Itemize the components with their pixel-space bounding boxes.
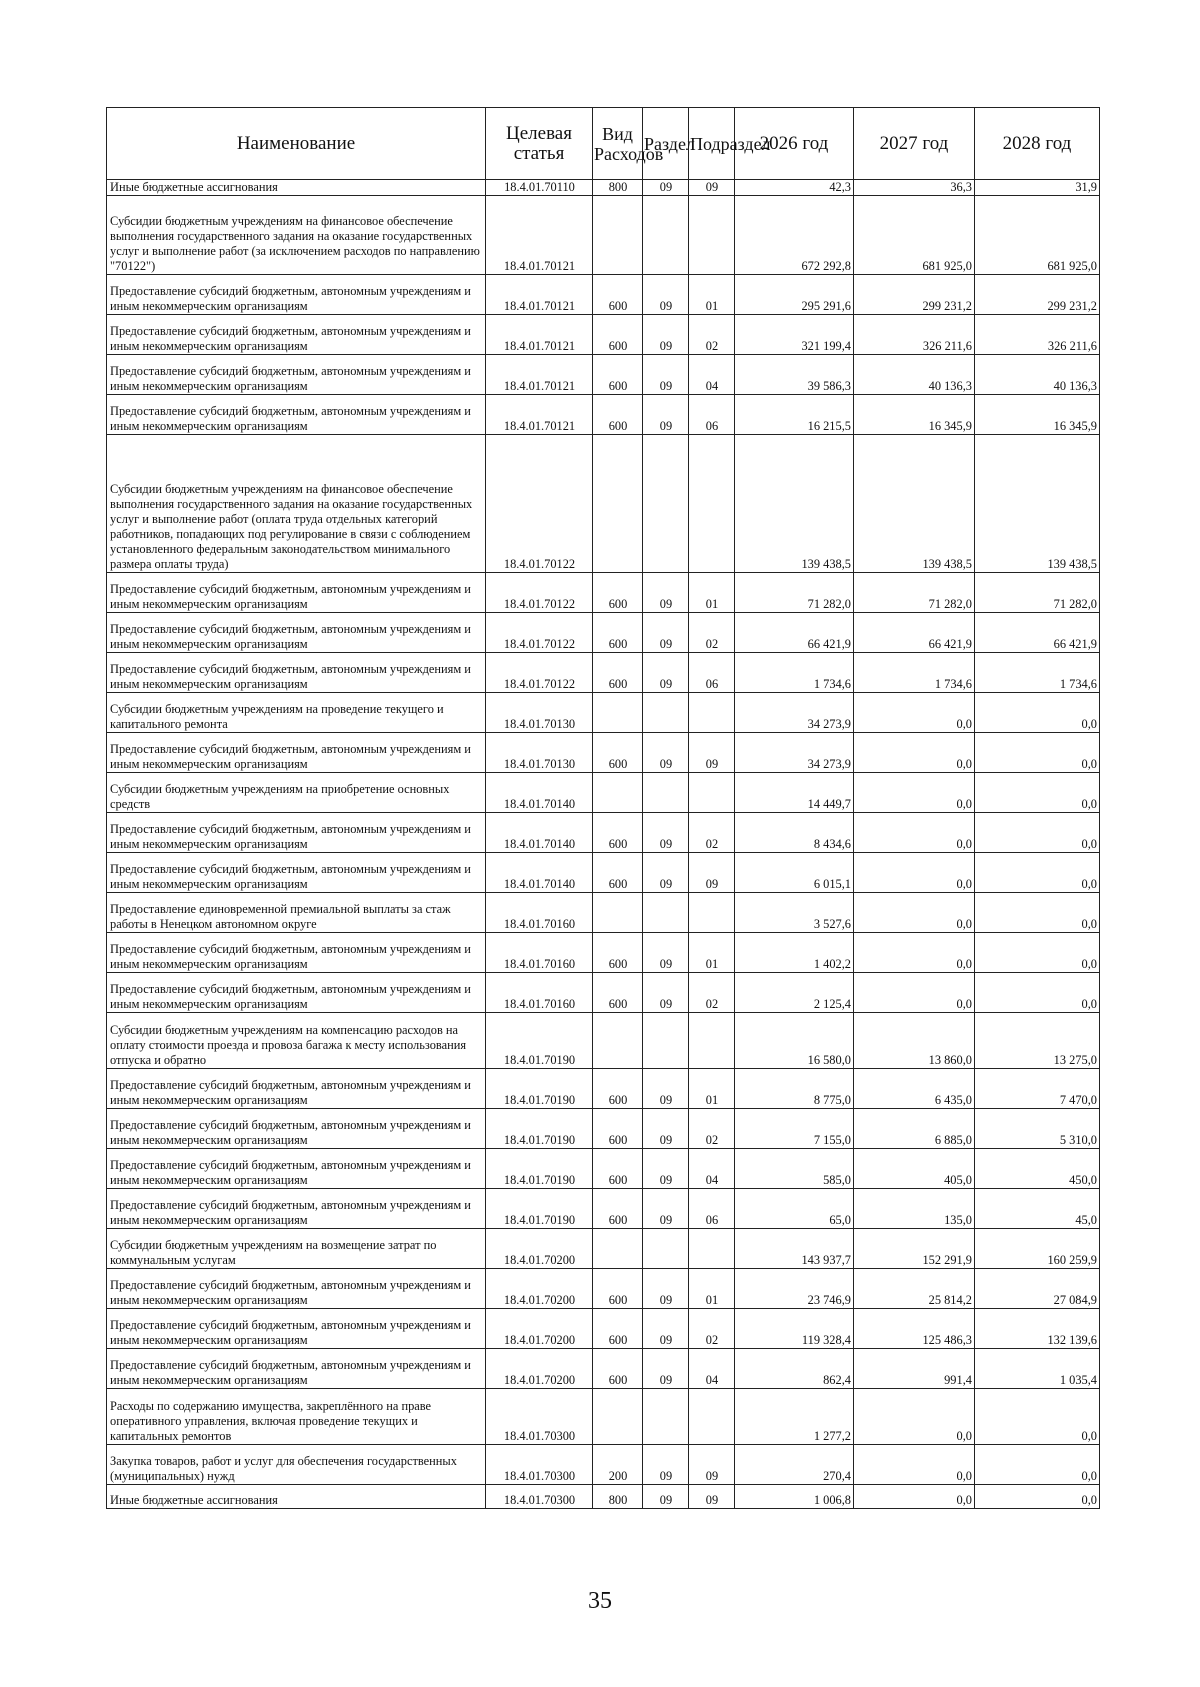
row-subsection	[689, 773, 735, 813]
row-expense-kind: 800	[593, 180, 643, 196]
row-section	[643, 693, 689, 733]
row-section: 09	[643, 1069, 689, 1109]
table-row	[107, 1269, 1100, 1309]
row-subsection	[689, 693, 735, 733]
row-value-2028: 0,0	[975, 853, 1100, 893]
row-value-2026: 672 292,8	[735, 196, 854, 275]
header-year-2026: 2026 год	[735, 108, 854, 180]
table-row	[107, 933, 1100, 973]
row-subsection	[689, 893, 735, 933]
row-value-2028: 0,0	[975, 813, 1100, 853]
row-subsection	[689, 1013, 735, 1069]
row-target-article: 18.4.01.70190	[486, 1149, 593, 1189]
row-target-article: 18.4.01.70121	[486, 275, 593, 315]
row-section: 09	[643, 933, 689, 973]
row-value-2027: 0,0	[854, 853, 975, 893]
row-expense-kind	[593, 1013, 643, 1069]
table-row	[107, 853, 1100, 893]
row-value-2028: 27 084,9	[975, 1269, 1100, 1309]
row-value-2026: 71 282,0	[735, 573, 854, 613]
row-name: Субсидии бюджетным учреждениям на финансовое обеспечение выполнения государственного задания на оказание государственных услуг и выполнение работ (за исключением расходов по направлению "70122")	[107, 196, 486, 275]
row-expense-kind: 600	[593, 573, 643, 613]
row-value-2027: 405,0	[854, 1149, 975, 1189]
row-value-2028: 0,0	[975, 1389, 1100, 1445]
row-target-article: 18.4.01.70121	[486, 315, 593, 355]
row-value-2027: 16 345,9	[854, 395, 975, 435]
row-value-2028: 0,0	[975, 693, 1100, 733]
table-row	[107, 573, 1100, 613]
row-subsection: 01	[689, 275, 735, 315]
row-value-2026: 270,4	[735, 1445, 854, 1485]
row-value-2027: 13 860,0	[854, 1013, 975, 1069]
row-expense-kind: 600	[593, 1269, 643, 1309]
row-section: 09	[643, 180, 689, 196]
row-value-2028: 31,9	[975, 180, 1100, 196]
table-row	[107, 435, 1100, 573]
row-value-2028: 66 421,9	[975, 613, 1100, 653]
row-value-2028: 7 470,0	[975, 1069, 1100, 1109]
table-row	[107, 893, 1100, 933]
row-section: 09	[643, 355, 689, 395]
row-name: Расходы по содержанию имущества, закреплённого на праве оперативного управления, включая проведение текущих и капитальных ремонтов	[107, 1389, 486, 1445]
row-target-article: 18.4.01.70190	[486, 1109, 593, 1149]
row-expense-kind: 600	[593, 613, 643, 653]
row-target-article: 18.4.01.70140	[486, 773, 593, 813]
row-value-2027: 299 231,2	[854, 275, 975, 315]
row-section: 09	[643, 1109, 689, 1149]
row-target-article: 18.4.01.70140	[486, 853, 593, 893]
table-row	[107, 1485, 1100, 1509]
row-value-2027: 326 211,6	[854, 315, 975, 355]
row-value-2028: 0,0	[975, 973, 1100, 1013]
row-value-2026: 295 291,6	[735, 275, 854, 315]
row-target-article: 18.4.01.70300	[486, 1485, 593, 1509]
row-value-2026: 8 434,6	[735, 813, 854, 853]
row-value-2026: 6 015,1	[735, 853, 854, 893]
header-year-2027: 2027 год	[854, 108, 975, 180]
row-section: 09	[643, 813, 689, 853]
row-subsection: 01	[689, 1069, 735, 1109]
row-expense-kind: 200	[593, 1445, 643, 1485]
table-row	[107, 693, 1100, 733]
row-expense-kind: 600	[593, 653, 643, 693]
table-row	[107, 1309, 1100, 1349]
table-row	[107, 196, 1100, 275]
row-value-2027: 0,0	[854, 1485, 975, 1509]
table-row	[107, 653, 1100, 693]
row-expense-kind: 600	[593, 355, 643, 395]
row-target-article: 18.4.01.70121	[486, 395, 593, 435]
row-value-2026: 1 734,6	[735, 653, 854, 693]
row-section: 09	[643, 613, 689, 653]
row-subsection: 09	[689, 1485, 735, 1509]
row-value-2026: 39 586,3	[735, 355, 854, 395]
row-value-2027: 0,0	[854, 813, 975, 853]
row-target-article: 18.4.01.70122	[486, 613, 593, 653]
row-target-article: 18.4.01.70160	[486, 933, 593, 973]
table-row	[107, 1189, 1100, 1229]
row-target-article: 18.4.01.70190	[486, 1069, 593, 1109]
row-target-article: 18.4.01.70200	[486, 1269, 593, 1309]
row-section: 09	[643, 1269, 689, 1309]
table-row	[107, 315, 1100, 355]
row-section: 09	[643, 1149, 689, 1189]
table-row	[107, 773, 1100, 813]
table-row	[107, 1149, 1100, 1189]
row-name: Субсидии бюджетным учреждениям на приобретение основных средств	[107, 773, 486, 813]
row-value-2028: 450,0	[975, 1149, 1100, 1189]
row-expense-kind	[593, 196, 643, 275]
row-target-article: 18.4.01.70121	[486, 355, 593, 395]
row-value-2028: 681 925,0	[975, 196, 1100, 275]
row-value-2028: 40 136,3	[975, 355, 1100, 395]
row-subsection: 02	[689, 1109, 735, 1149]
row-subsection: 01	[689, 1269, 735, 1309]
row-name: Субсидии бюджетным учреждениям на проведение текущего и капитального ремонта	[107, 693, 486, 733]
row-value-2026: 65,0	[735, 1189, 854, 1229]
row-name: Иные бюджетные ассигнования	[107, 180, 486, 196]
row-value-2028: 1 734,6	[975, 653, 1100, 693]
row-name: Предоставление субсидий бюджетным, автономным учреждениям и иным некоммерческим организациям	[107, 933, 486, 973]
row-name: Предоставление субсидий бюджетным, автономным учреждениям и иным некоммерческим организациям	[107, 613, 486, 653]
row-section: 09	[643, 1485, 689, 1509]
row-expense-kind: 600	[593, 853, 643, 893]
row-target-article: 18.4.01.70200	[486, 1309, 593, 1349]
row-subsection: 06	[689, 1189, 735, 1229]
row-value-2026: 3 527,6	[735, 893, 854, 933]
row-value-2028: 16 345,9	[975, 395, 1100, 435]
row-subsection: 02	[689, 973, 735, 1013]
row-value-2027: 71 282,0	[854, 573, 975, 613]
row-name: Предоставление субсидий бюджетным, автономным учреждениям и иным некоммерческим организациям	[107, 853, 486, 893]
row-subsection	[689, 1229, 735, 1269]
row-value-2028: 1 035,4	[975, 1349, 1100, 1389]
row-value-2027: 135,0	[854, 1189, 975, 1229]
row-value-2027: 66 421,9	[854, 613, 975, 653]
table-body	[107, 180, 1100, 1509]
row-section: 09	[643, 1445, 689, 1485]
header-expense-kind: Вид Расходов	[593, 108, 643, 180]
row-target-article: 18.4.01.70122	[486, 573, 593, 613]
row-target-article: 18.4.01.70160	[486, 893, 593, 933]
row-target-article: 18.4.01.70300	[486, 1389, 593, 1445]
row-section: 09	[643, 1349, 689, 1389]
row-value-2026: 139 438,5	[735, 435, 854, 573]
row-value-2026: 8 775,0	[735, 1069, 854, 1109]
row-value-2026: 143 937,7	[735, 1229, 854, 1269]
row-value-2028: 0,0	[975, 933, 1100, 973]
row-subsection: 04	[689, 1149, 735, 1189]
row-value-2026: 34 273,9	[735, 693, 854, 733]
row-section	[643, 1013, 689, 1069]
row-value-2026: 14 449,7	[735, 773, 854, 813]
row-section: 09	[643, 395, 689, 435]
row-target-article: 18.4.01.70122	[486, 435, 593, 573]
row-value-2026: 119 328,4	[735, 1309, 854, 1349]
row-name: Предоставление субсидий бюджетным, автономным учреждениям и иным некоммерческим организациям	[107, 1309, 486, 1349]
table-row	[107, 613, 1100, 653]
row-value-2026: 1 006,8	[735, 1485, 854, 1509]
row-section: 09	[643, 733, 689, 773]
row-expense-kind: 800	[593, 1485, 643, 1509]
row-value-2027: 0,0	[854, 1445, 975, 1485]
row-section: 09	[643, 275, 689, 315]
row-name: Предоставление субсидий бюджетным, автономным учреждениям и иным некоммерческим организациям	[107, 733, 486, 773]
row-value-2028: 160 259,9	[975, 1229, 1100, 1269]
row-value-2027: 125 486,3	[854, 1309, 975, 1349]
row-value-2027: 40 136,3	[854, 355, 975, 395]
row-target-article: 18.4.01.70122	[486, 653, 593, 693]
row-target-article: 18.4.01.70121	[486, 196, 593, 275]
row-value-2027: 0,0	[854, 973, 975, 1013]
row-section: 09	[643, 853, 689, 893]
row-value-2028: 0,0	[975, 893, 1100, 933]
row-value-2026: 321 199,4	[735, 315, 854, 355]
row-value-2026: 16 580,0	[735, 1013, 854, 1069]
row-section: 09	[643, 1189, 689, 1229]
row-subsection: 01	[689, 573, 735, 613]
row-subsection: 09	[689, 1445, 735, 1485]
table-row	[107, 275, 1100, 315]
row-target-article: 18.4.01.70110	[486, 180, 593, 196]
row-value-2028: 0,0	[975, 733, 1100, 773]
row-target-article: 18.4.01.70200	[486, 1229, 593, 1269]
row-value-2027: 681 925,0	[854, 196, 975, 275]
row-name: Предоставление субсидий бюджетным, автономным учреждениям и иным некоммерческим организациям	[107, 1189, 486, 1229]
row-section	[643, 196, 689, 275]
row-name: Предоставление субсидий бюджетным, автономным учреждениям и иным некоммерческим организациям	[107, 973, 486, 1013]
row-section	[643, 1229, 689, 1269]
header-target-article: Целевая статья	[486, 108, 593, 180]
row-value-2026: 585,0	[735, 1149, 854, 1189]
row-value-2027: 991,4	[854, 1349, 975, 1389]
row-name: Предоставление субсидий бюджетным, автономным учреждениям и иным некоммерческим организациям	[107, 1109, 486, 1149]
row-expense-kind	[593, 693, 643, 733]
row-section	[643, 435, 689, 573]
row-value-2027: 6 885,0	[854, 1109, 975, 1149]
table-row	[107, 1109, 1100, 1149]
table-row	[107, 733, 1100, 773]
row-expense-kind: 600	[593, 1069, 643, 1109]
row-value-2027: 0,0	[854, 1389, 975, 1445]
row-expense-kind: 600	[593, 973, 643, 1013]
row-name: Предоставление субсидий бюджетным, автономным учреждениям и иным некоммерческим организациям	[107, 653, 486, 693]
row-section	[643, 893, 689, 933]
row-value-2028: 45,0	[975, 1189, 1100, 1229]
row-value-2028: 0,0	[975, 773, 1100, 813]
row-name: Предоставление субсидий бюджетным, автономным учреждениям и иным некоммерческим организациям	[107, 1069, 486, 1109]
row-name: Предоставление субсидий бюджетным, автономным учреждениям и иным некоммерческим организациям	[107, 813, 486, 853]
row-value-2028: 13 275,0	[975, 1013, 1100, 1069]
row-value-2028: 0,0	[975, 1485, 1100, 1509]
row-name: Предоставление субсидий бюджетным, автономным учреждениям и иным некоммерческим организациям	[107, 1149, 486, 1189]
row-expense-kind: 600	[593, 275, 643, 315]
row-value-2028: 139 438,5	[975, 435, 1100, 573]
row-target-article: 18.4.01.70190	[486, 1189, 593, 1229]
row-target-article: 18.4.01.70200	[486, 1349, 593, 1389]
row-expense-kind: 600	[593, 1309, 643, 1349]
row-name: Предоставление субсидий бюджетным, автономным учреждениям и иным некоммерческим организациям	[107, 1269, 486, 1309]
row-target-article: 18.4.01.70130	[486, 693, 593, 733]
row-section: 09	[643, 1309, 689, 1349]
row-subsection: 01	[689, 933, 735, 973]
row-value-2026: 862,4	[735, 1349, 854, 1389]
header-year-2028: 2028 год	[975, 108, 1100, 180]
table-row	[107, 1229, 1100, 1269]
table-header-row	[107, 108, 1100, 180]
row-subsection	[689, 435, 735, 573]
row-value-2028: 299 231,2	[975, 275, 1100, 315]
row-subsection: 09	[689, 853, 735, 893]
row-subsection: 02	[689, 613, 735, 653]
table-row	[107, 1013, 1100, 1069]
table-row	[107, 973, 1100, 1013]
row-value-2027: 25 814,2	[854, 1269, 975, 1309]
row-value-2026: 42,3	[735, 180, 854, 196]
table-row	[107, 813, 1100, 853]
header-name: Наименование	[107, 108, 486, 180]
row-expense-kind: 600	[593, 315, 643, 355]
row-expense-kind: 600	[593, 1189, 643, 1229]
header-section: Раздел	[643, 108, 689, 180]
row-subsection: 09	[689, 180, 735, 196]
row-subsection	[689, 1389, 735, 1445]
table-row	[107, 1445, 1100, 1485]
row-value-2026: 1 277,2	[735, 1389, 854, 1445]
row-target-article: 18.4.01.70130	[486, 733, 593, 773]
row-subsection: 09	[689, 733, 735, 773]
row-name: Субсидии бюджетным учреждениям на возмещение затрат по коммунальным услугам	[107, 1229, 486, 1269]
budget-table	[106, 107, 1100, 1509]
row-value-2026: 66 421,9	[735, 613, 854, 653]
row-value-2027: 1 734,6	[854, 653, 975, 693]
row-value-2028: 132 139,6	[975, 1309, 1100, 1349]
header-subsection: Подраздел	[689, 108, 735, 180]
row-value-2026: 16 215,5	[735, 395, 854, 435]
row-value-2027: 0,0	[854, 733, 975, 773]
row-subsection: 02	[689, 315, 735, 355]
row-value-2027: 139 438,5	[854, 435, 975, 573]
table-row	[107, 355, 1100, 395]
row-name: Предоставление субсидий бюджетным, автономным учреждениям и иным некоммерческим организациям	[107, 315, 486, 355]
row-expense-kind: 600	[593, 1349, 643, 1389]
row-value-2026: 1 402,2	[735, 933, 854, 973]
row-name: Предоставление субсидий бюджетным, автономным учреждениям и иным некоммерческим организациям	[107, 355, 486, 395]
table-row	[107, 1389, 1100, 1445]
row-expense-kind: 600	[593, 733, 643, 773]
table-row	[107, 1069, 1100, 1109]
row-section: 09	[643, 315, 689, 355]
row-target-article: 18.4.01.70300	[486, 1445, 593, 1485]
row-value-2026: 7 155,0	[735, 1109, 854, 1149]
row-name: Субсидии бюджетным учреждениям на компенсацию расходов на оплату стоимости проезда и провоза багажа к месту использования отпуска и обратно	[107, 1013, 486, 1069]
row-value-2028: 71 282,0	[975, 573, 1100, 613]
row-section: 09	[643, 573, 689, 613]
row-section	[643, 1389, 689, 1445]
row-value-2027: 0,0	[854, 893, 975, 933]
row-expense-kind: 600	[593, 395, 643, 435]
row-subsection: 04	[689, 355, 735, 395]
row-value-2028: 326 211,6	[975, 315, 1100, 355]
row-target-article: 18.4.01.70140	[486, 813, 593, 853]
row-expense-kind	[593, 893, 643, 933]
row-expense-kind: 600	[593, 1109, 643, 1149]
row-section	[643, 773, 689, 813]
table-row	[107, 1349, 1100, 1389]
row-value-2027: 0,0	[854, 693, 975, 733]
row-expense-kind: 600	[593, 933, 643, 973]
row-value-2027: 36,3	[854, 180, 975, 196]
row-value-2028: 5 310,0	[975, 1109, 1100, 1149]
row-expense-kind	[593, 1229, 643, 1269]
row-expense-kind: 600	[593, 1149, 643, 1189]
row-subsection: 02	[689, 1309, 735, 1349]
row-name: Предоставление субсидий бюджетным, автономным учреждениям и иным некоммерческим организациям	[107, 1349, 486, 1389]
row-expense-kind	[593, 435, 643, 573]
row-value-2026: 2 125,4	[735, 973, 854, 1013]
row-target-article: 18.4.01.70190	[486, 1013, 593, 1069]
row-expense-kind: 600	[593, 813, 643, 853]
row-expense-kind	[593, 773, 643, 813]
row-name: Субсидии бюджетным учреждениям на финансовое обеспечение выполнения государственного задания на оказание государственных услуг и выполнение работ (оплата труда отдельных категорий работников, попадающих под регулирование в связи с соблюдением установленного федеральным законодательством минимального размера оплаты труда)	[107, 435, 486, 573]
row-name: Предоставление субсидий бюджетным, автономным учреждениям и иным некоммерческим организациям	[107, 573, 486, 613]
row-subsection	[689, 196, 735, 275]
row-section: 09	[643, 973, 689, 1013]
row-value-2027: 0,0	[854, 933, 975, 973]
row-subsection: 02	[689, 813, 735, 853]
row-value-2026: 34 273,9	[735, 733, 854, 773]
row-expense-kind	[593, 1389, 643, 1445]
row-value-2028: 0,0	[975, 1445, 1100, 1485]
row-subsection: 06	[689, 395, 735, 435]
page-number: 35	[588, 1588, 612, 1614]
row-section: 09	[643, 653, 689, 693]
table-row	[107, 180, 1100, 196]
row-name: Предоставление единовременной премиальной выплаты за стаж работы в Ненецком автономном округе	[107, 893, 486, 933]
row-value-2027: 0,0	[854, 773, 975, 813]
row-value-2026: 23 746,9	[735, 1269, 854, 1309]
table-row	[107, 395, 1100, 435]
row-name: Закупка товаров, работ и услуг для обеспечения государственных (муниципальных) нужд	[107, 1445, 486, 1485]
row-name: Иные бюджетные ассигнования	[107, 1485, 486, 1509]
row-name: Предоставление субсидий бюджетным, автономным учреждениям и иным некоммерческим организациям	[107, 275, 486, 315]
row-subsection: 06	[689, 653, 735, 693]
row-target-article: 18.4.01.70160	[486, 973, 593, 1013]
row-value-2027: 6 435,0	[854, 1069, 975, 1109]
row-name: Предоставление субсидий бюджетным, автономным учреждениям и иным некоммерческим организациям	[107, 395, 486, 435]
row-subsection: 04	[689, 1349, 735, 1389]
row-value-2027: 152 291,9	[854, 1229, 975, 1269]
